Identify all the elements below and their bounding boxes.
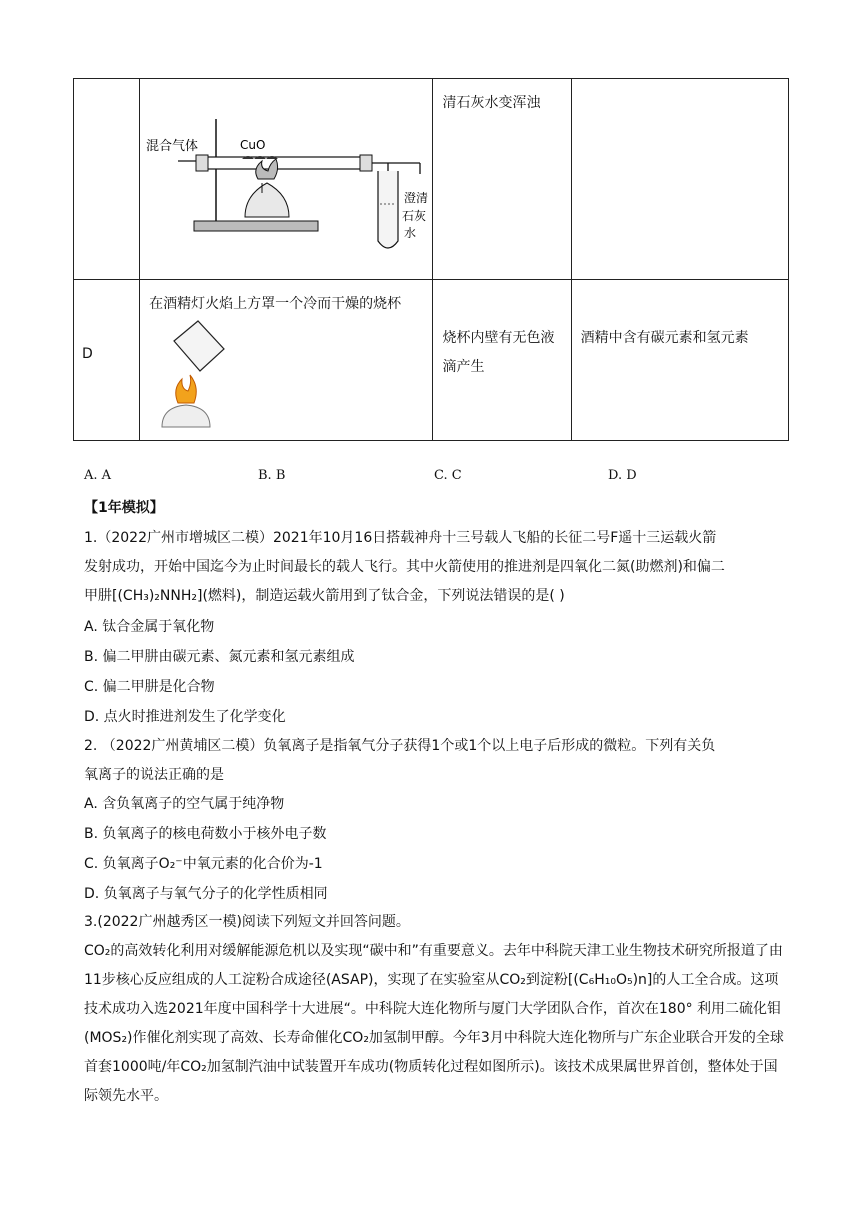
row-d-operation-cell (140, 280, 433, 441)
q1-option-d[interactable]: D. 点火时推进剂发生了化学变化 (84, 709, 286, 725)
option-d[interactable]: D. D (608, 468, 637, 483)
candle-flame-icon (176, 375, 197, 403)
row-c-observation-cell (433, 79, 571, 280)
q1-stem-line1: 1.（2022广州市增城区二模）2021年10月16日搭载神舟十三号载人飞船的长征二号F遥十三运载火箭 (84, 530, 717, 546)
q2-option-b[interactable]: B. 负氧离子的核电荷数小于核外电子数 (84, 826, 327, 842)
cuo-label: CuO (240, 138, 266, 152)
cuo-powder (242, 156, 278, 159)
q3-stem: 3.(2022广州越秀区一模)阅读下列短文并回答问题。 (84, 914, 410, 930)
limewater-label-2: 石灰 (402, 209, 427, 223)
row-d-label-cell (74, 280, 140, 441)
option-a[interactable]: A. A (84, 468, 112, 483)
table-row-d (74, 280, 789, 441)
row-d-conclusion: 酒精中含有碳元素和氢元素 (580, 330, 749, 346)
q1-option-b[interactable]: B. 偏二甲肼由碳元素、氮元素和氢元素组成 (84, 649, 355, 665)
q1-option-a[interactable]: A. 钛合金属于氧化物 (84, 619, 215, 635)
row-d-label: D (82, 346, 93, 362)
q1-option-c[interactable]: C. 偏二甲肼是化合物 (84, 679, 215, 695)
mixed-gas-label: 混合气体 (146, 139, 199, 154)
q2-stem-line2: 氧离子的说法正确的是 (84, 767, 224, 783)
q1-stem-line3: 甲肼[(CH₃)₂NNH₂](燃料)，制造运载火箭用到了钛合金，下列说法错误的是( ) (84, 588, 565, 604)
row-d-conclusion-cell (571, 280, 788, 441)
q2-option-c[interactable]: C. 负氧离子O₂⁻中氧元素的化合价为-1 (84, 856, 323, 872)
hard-glass-tube (202, 157, 366, 169)
stand-base (194, 221, 318, 231)
row-d-observation-cell (433, 280, 571, 441)
row-c-observation: 清石灰水变浑浊 (442, 95, 541, 111)
experiment-table (73, 78, 789, 441)
co-reduction-apparatus-diagram (140, 79, 433, 275)
q3-passage: CO₂的高效转化利用对缓解能源危机以及实现“碳中和”有重要意义。去年中科院天津工业生物技术研究所报道了由11步核心反应组成的人工淀粉合成途径(ASAP)，实现了在实验室从CO₂到淀粉[(C₆H₁₀O₅)n]的人工全合成。这项技术成功入选2021年度中国科学十大进展“。中科院大连化物所与厦门大学团队合作，首次在180° 利用二硫化钼(MOS₂)作催化剂实现了高效、长寿命催化CO₂加氢制甲醇。今年3月中科院大连化物所与广东企业联合开发的全球首套1000吨/年CO₂加氢制汽油中试装置开车成功(物质转化过程如图所示)。该技术成果属世界首创，整体处于国际领先水平。 (84, 943, 784, 1104)
beaker-over-flame-diagram (140, 319, 433, 429)
row-c-conclusion-cell (571, 79, 788, 280)
option-c[interactable]: C. C (434, 468, 462, 483)
option-b[interactable]: B. B (258, 468, 286, 483)
row-c-apparatus-cell (140, 79, 433, 280)
q2-option-d[interactable]: D. 负氧离子与氧气分子的化学性质相同 (84, 886, 328, 902)
q1-stem-line2: 发射成功，开始中国迄今为止时间最长的载人飞行。其中火箭使用的推进剂是四氧化二氮(助燃剂)和偏二 (84, 559, 725, 575)
spirit-lamp-icon (162, 405, 210, 427)
alcohol-lamp-icon (245, 183, 289, 217)
q2-stem-line1: 2. （2022广州黄埔区二模）负氧离子是指氧气分子获得1个或1个以上电子后形成的微粒。下列有关负 (84, 738, 716, 754)
row-c-label-cell (74, 79, 140, 280)
table-row-c (74, 79, 789, 280)
row-d-observation: 烧杯内壁有无色液滴产生 (442, 330, 555, 375)
limewater-label-1: 澄清 (404, 191, 429, 205)
q2-option-a[interactable]: A. 含负氧离子的空气属于纯净物 (84, 796, 285, 812)
left-stopper (196, 155, 208, 171)
limewater-label-3: 水 (404, 226, 417, 240)
beaker-icon (174, 321, 224, 371)
section-title: 【1年模拟】 (84, 500, 164, 516)
right-stopper (360, 155, 372, 171)
row-d-operation: 在酒精灯火焰上方罩一个冷而干燥的烧杯 (149, 296, 402, 312)
test-tube (378, 171, 398, 248)
